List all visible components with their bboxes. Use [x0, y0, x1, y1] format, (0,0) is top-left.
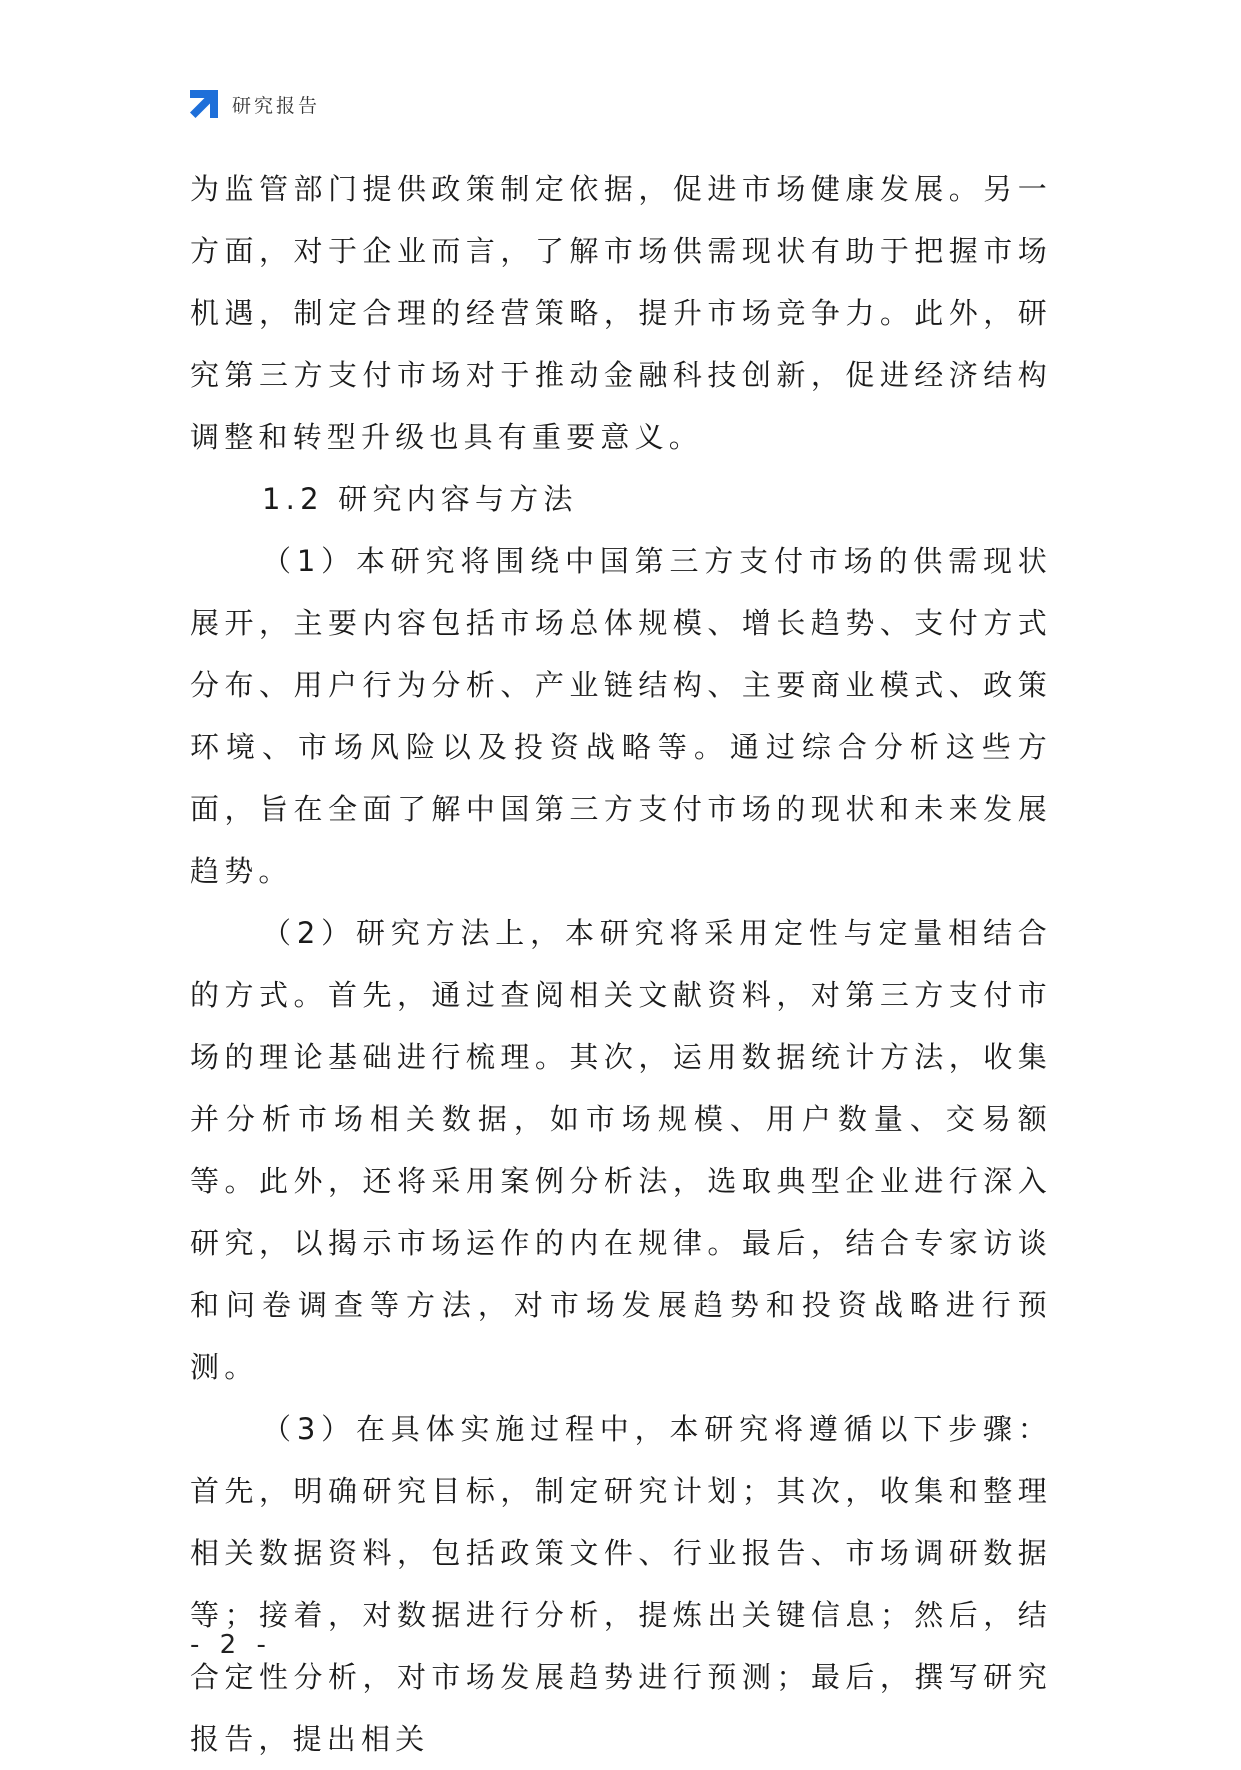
document-body [190, 158, 1052, 1770]
page-header [188, 86, 320, 122]
header-title: 研究报告 [232, 94, 321, 117]
paragraph-research-content: （1）本研究将围绕中国第三方支付市场的供需现状展开，主要内容包括市场总体规模、增长趋势、支付方式分布、用户行为分析、产业链结构、主要商业模式、政策环境、市场风险以及投资战略等。通过综合分析这些方面，旨在全面了解中国第三方支付市场的现状和未来发展趋势。 [190, 544, 1052, 888]
paragraph-research-method: （2）研究方法上，本研究将采用定性与定量相结合的方式。首先，通过查阅相关文献资料，对第三方支付市场的理论基础进行梳理。其次，运用数据统计方法，收集并分析市场相关数据，如市场规模、用户数量、交易额等。此外，还将采用案例分析法，选取典型企业进行深入研究，以揭示市场运作的内在规律。最后，结合专家访谈和问卷调查等方法，对市场发展趋势和投资战略进行预测。 [190, 916, 1052, 1384]
arrow-up-right-icon [188, 88, 220, 120]
paragraph-implementation-steps: （3）在具体实施过程中，本研究将遵循以下步骤：首先，明确研究目标，制定研究计划；其次，收集和整理相关数据资料，包括政策文件、行业报告、市场调研数据等；接着，对数据进行分析，提炼出关键信息；然后，结合定性分析，对市场发展趋势进行预测；最后，撰写研究报告，提出相关 [190, 1412, 1052, 1756]
page-number: - 2 - [190, 1630, 272, 1660]
paragraph-continued: 为监管部门提供政策制定依据，促进市场健康发展。另一方面，对于企业而言，了解市场供需现状有助于把握市场机遇，制定合理的经营策略，提升市场竞争力。此外，研究第三方支付市场对于推动金融科技创新，促进经济结构调整和转型升级也具有重要意义。 [190, 172, 1052, 454]
section-heading: 1.2 研究内容与方法 [262, 482, 578, 516]
logo-svg [188, 88, 220, 120]
